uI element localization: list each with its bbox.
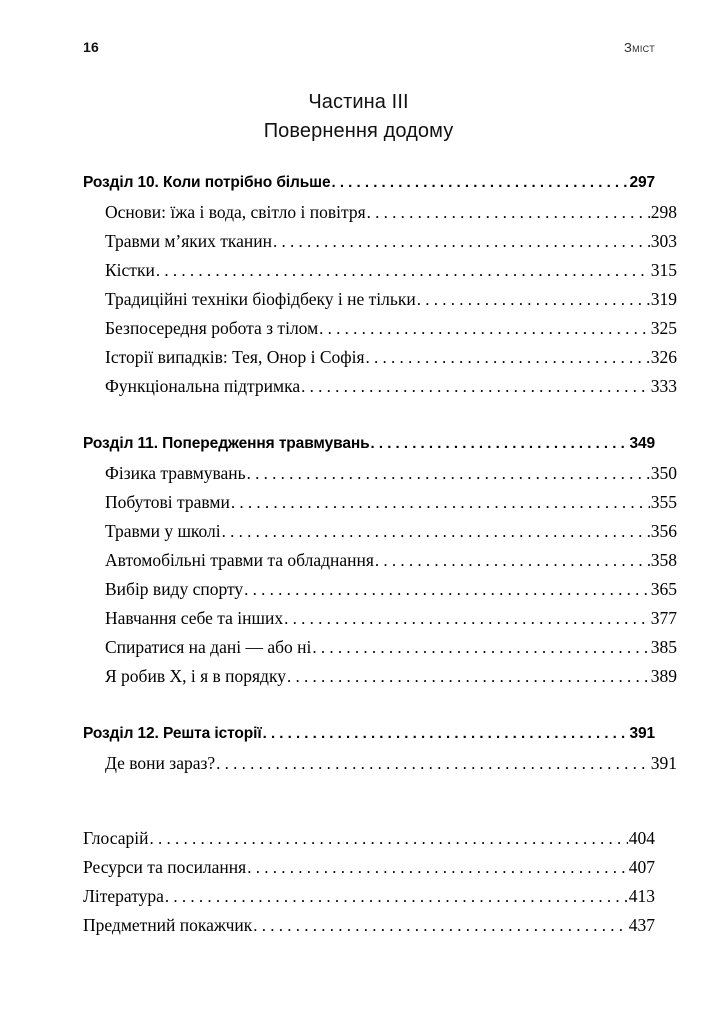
toc-sub-entry-label: Спиратися на дані — або ні: [105, 637, 312, 657]
toc-sub-entry-label: Безпосередня робота з тілом: [105, 318, 319, 338]
toc-group-chapter-10: [83, 168, 677, 401]
toc-sub-entry-label: Автомобільні травми та обладнання: [105, 550, 374, 570]
dot-leader: [301, 372, 650, 401]
dot-leader: [319, 314, 650, 343]
toc-sub-entry[interactable]: [83, 256, 677, 285]
toc-sub-entry-page-number: 385: [650, 637, 677, 657]
toc-chapter-entry-label: Розділ 10. Коли потрібно більше: [83, 174, 331, 191]
dot-leader: [247, 853, 628, 882]
toc-sub-entry-label: Де вони зараз?: [105, 753, 216, 773]
part-title: [0, 88, 717, 146]
toc-chapter-entry-page-number: 391: [629, 725, 655, 742]
dot-leader: [332, 168, 629, 198]
running-head: [83, 40, 655, 60]
toc-sub-entry-page-number: 355: [650, 492, 677, 512]
toc-sub-entry[interactable]: [83, 633, 677, 662]
dot-leader: [156, 256, 650, 285]
toc-sub-entry-label: Функціональна підтримка: [105, 376, 301, 396]
dot-leader: [247, 459, 650, 488]
dot-leader: [231, 488, 650, 517]
toc-sub-entry[interactable]: [83, 372, 677, 401]
toc-sub-entry-page-number: 303: [650, 231, 677, 251]
toc-sub-entry-label: Історії випадків: Тея, Онор і Софія: [105, 347, 365, 367]
toc-backmatter-entry[interactable]: [83, 824, 655, 853]
toc-sub-entry-page-number: 333: [650, 376, 677, 396]
toc-backmatter-entry-label: Предметний покажчик: [83, 915, 253, 935]
dot-leader: [165, 882, 628, 911]
toc-chapter-entry-page-number: 349: [629, 435, 655, 452]
toc-sub-entry-label: Навчання себе та інших: [105, 608, 284, 628]
part-name: Повернення додому: [263, 120, 454, 142]
toc-backmatter-entry[interactable]: [83, 882, 655, 911]
toc-sub-entry[interactable]: [83, 459, 677, 488]
dot-leader: [263, 719, 629, 749]
toc-chapter-entry[interactable]: [83, 429, 655, 459]
toc-sub-entry-page-number: 358: [650, 550, 677, 570]
toc-chapter-entry-label: Розділ 11. Попередження травмувань: [83, 435, 370, 452]
toc-sub-entry-page-number: 391: [650, 753, 677, 773]
toc-sub-entry[interactable]: [83, 343, 677, 372]
toc-backmatter-entry-label: Ресурси та посилання: [83, 857, 247, 877]
toc-chapter-entry[interactable]: [83, 168, 655, 198]
toc-sub-entry[interactable]: [83, 604, 677, 633]
dot-leader: [367, 198, 650, 227]
dot-leader: [273, 227, 650, 256]
toc-list: [83, 168, 677, 940]
toc-backmatter-entry-page-number: 437: [628, 915, 655, 935]
dot-leader: [216, 749, 650, 778]
toc-sub-entry[interactable]: [83, 517, 677, 546]
toc-sub-entry-page-number: 319: [650, 289, 677, 309]
toc-sub-entry[interactable]: [83, 546, 677, 575]
toc-sub-entry-label: Фізика травмувань: [105, 463, 246, 483]
toc-backmatter-entry-page-number: 404: [628, 828, 655, 848]
toc-sub-entry-label: Травми у школі: [105, 521, 221, 541]
toc-sub-entry-page-number: 326: [650, 347, 677, 367]
toc-sub-entry[interactable]: [83, 198, 677, 227]
dot-leader: [222, 517, 650, 546]
dot-leader: [284, 604, 650, 633]
toc-backmatter-entry-page-number: 413: [628, 886, 655, 906]
dot-leader: [287, 662, 650, 691]
toc-backmatter-entry[interactable]: [83, 911, 655, 940]
toc-sub-entry-page-number: 389: [650, 666, 677, 686]
toc-sub-entry-page-number: 298: [650, 202, 677, 222]
toc-chapter-entry[interactable]: [83, 719, 655, 749]
dot-leader: [371, 429, 629, 459]
toc-group-chapter-12: [83, 719, 677, 778]
toc-sub-entry[interactable]: [83, 227, 677, 256]
toc-sub-entry-label: Вибір виду спорту: [105, 579, 244, 599]
toc-backmatter-entry[interactable]: [83, 853, 655, 882]
toc-sub-entry-page-number: 365: [650, 579, 677, 599]
toc-sub-entry[interactable]: [83, 285, 677, 314]
toc-sub-entry[interactable]: [83, 488, 677, 517]
part-number: Частина III: [308, 91, 409, 113]
toc-sub-entry-page-number: 377: [650, 608, 677, 628]
toc-sub-entry-page-number: 356: [650, 521, 677, 541]
page-number-folio: 16: [83, 39, 99, 55]
dot-leader: [366, 343, 650, 372]
toc-sub-entry-label: Травми м’яких тканин: [105, 231, 273, 251]
dot-leader: [244, 575, 650, 604]
toc-backmatter-entry-label: Глосарій: [83, 828, 149, 848]
toc-sub-entry[interactable]: [83, 575, 677, 604]
dot-leader: [375, 546, 650, 575]
toc-sub-entry-label: Основи: їжа і вода, світло і повітря: [105, 202, 366, 222]
toc-group-chapter-11: [83, 429, 677, 691]
toc-sub-entry-label: Побутові травми: [105, 492, 230, 512]
toc-chapter-entry-label: Розділ 12. Решта історії: [83, 725, 262, 742]
toc-sub-entry[interactable]: [83, 749, 677, 778]
toc-backmatter-entry-label: Література: [83, 886, 164, 906]
toc-sub-entry-page-number: 315: [650, 260, 677, 280]
toc-chapter-entry-page-number: 297: [629, 174, 655, 191]
dot-leader: [312, 633, 649, 662]
dot-leader: [253, 911, 628, 940]
dot-leader: [417, 285, 650, 314]
toc-sub-entry-page-number: 325: [650, 318, 677, 338]
toc-group-back-matter: [83, 824, 655, 940]
toc-sub-entry-page-number: 350: [650, 463, 677, 483]
toc-backmatter-entry-page-number: 407: [628, 857, 655, 877]
dot-leader: [149, 824, 627, 853]
toc-sub-entry[interactable]: [83, 662, 677, 691]
toc-sub-entry-label: Кістки: [105, 260, 155, 280]
toc-sub-entry-label: Традиційні техніки біофідбеку і не тільки: [105, 289, 416, 309]
toc-sub-entry-label: Я робив X, і я в порядку: [105, 666, 286, 686]
toc-sub-entry[interactable]: [83, 314, 677, 343]
running-head-label: Зміст: [623, 40, 655, 55]
